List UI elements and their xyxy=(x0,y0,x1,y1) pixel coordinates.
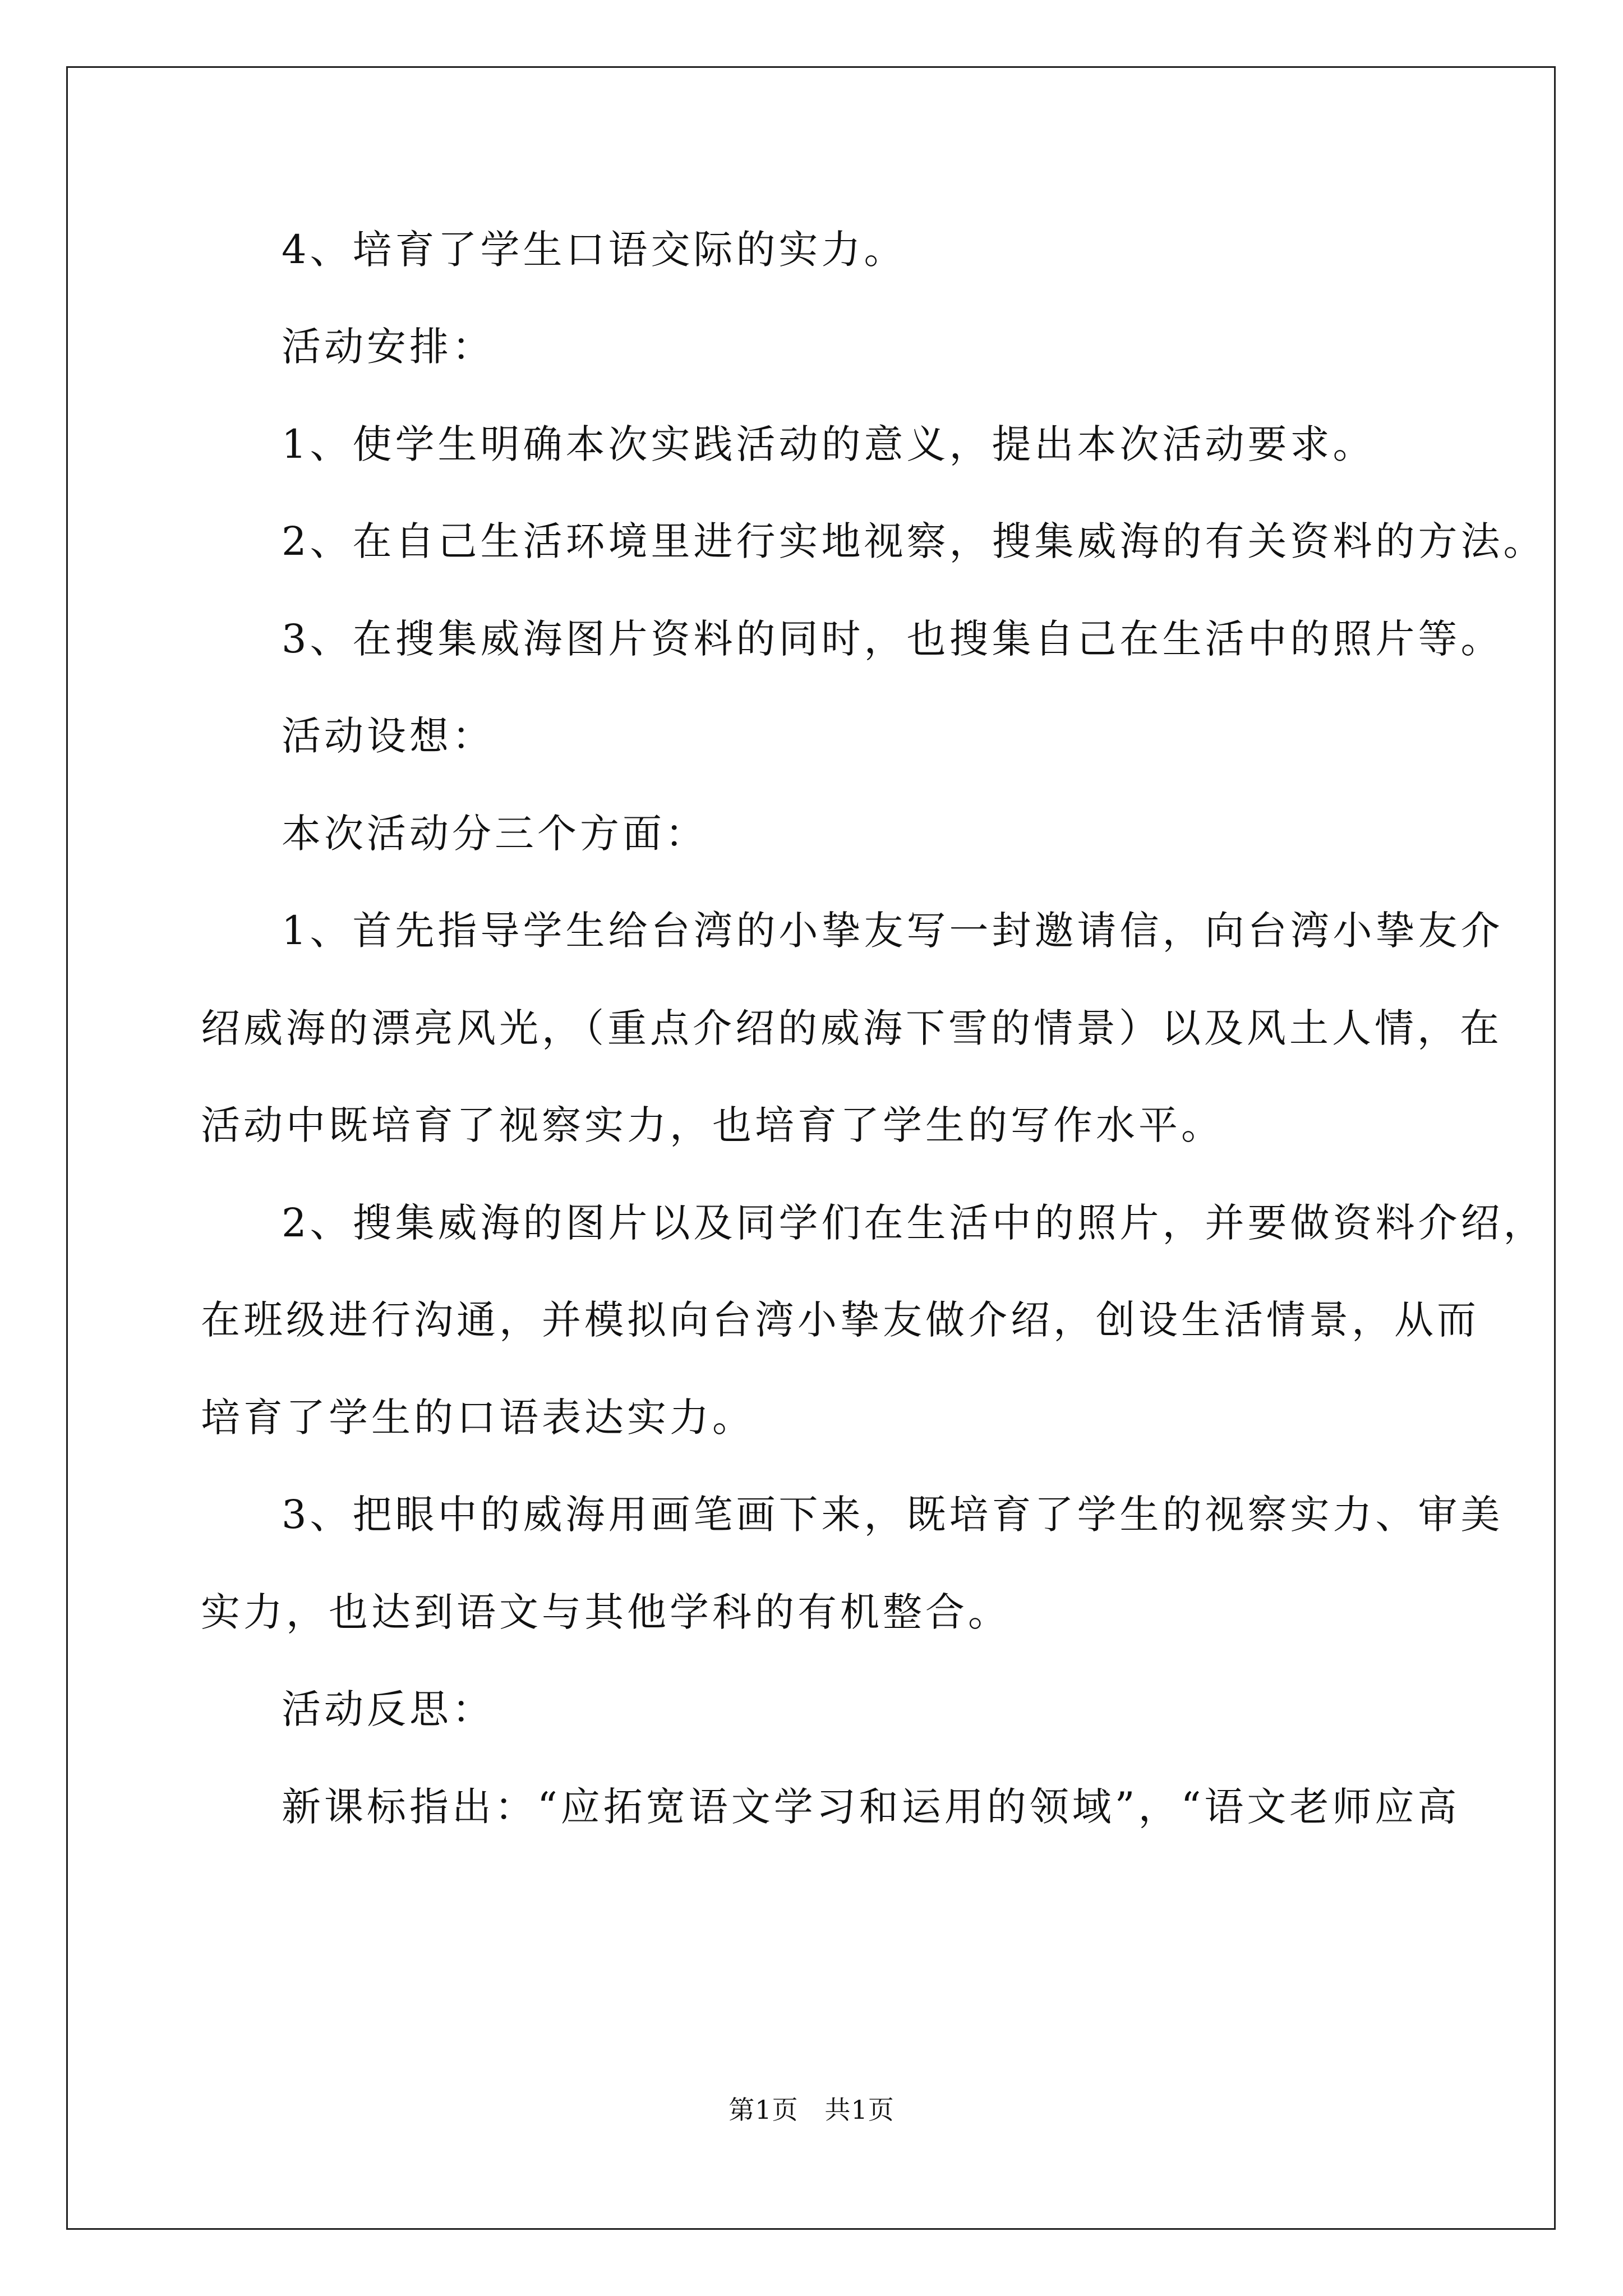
text-line: 4、培育了学生口语交际的实力。 xyxy=(282,227,907,273)
section-heading: 活动反思： xyxy=(282,1686,495,1732)
text-line: 活动中既培育了视察实力，也培育了学生的写作水平。 xyxy=(201,1102,1224,1148)
text-line: 3、在搜集威海图片资料的同时，也搜集自己在生活中的照片等。 xyxy=(282,616,1504,662)
text-line: 绍威海的漂亮风光，（重点介绍的威海下雪的情景）以及风土人情，在 xyxy=(201,1005,1502,1051)
page-footer: 第1页 共1页 xyxy=(728,2095,895,2125)
text-line: 3、把眼中的威海用画笔画下来，既培育了学生的视察实力、审美 xyxy=(282,1492,1504,1538)
text-line: 1、使学生明确本次实践活动的意义，提出本次活动要求。 xyxy=(282,421,1376,467)
text-line: 2、在自己生活环境里进行实地视察，搜集威海的有关资料的方法。 xyxy=(282,518,1546,564)
section-heading: 活动安排： xyxy=(282,324,495,370)
text-line: 本次活动分三个方面： xyxy=(282,811,708,857)
text-line: 培育了学生的口语表达实力。 xyxy=(201,1395,755,1441)
text-line: 1、首先指导学生给台湾的小挚友写一封邀请信，向台湾小挚友介 xyxy=(282,908,1504,954)
section-heading: 活动设想： xyxy=(282,713,495,759)
text-line: 2、搜集威海的图片以及同学们在生活中的照片，并要做资料介绍， xyxy=(282,1200,1546,1246)
text-line: 实力，也达到语文与其他学科的有机整合。 xyxy=(201,1589,1011,1635)
text-line: 新课标指出：“应拓宽语文学习和运用的领域”，“语文老师应高 xyxy=(282,1784,1460,1830)
text-line: 在班级进行沟通，并模拟向台湾小挚友做介绍，创设生活情景，从而 xyxy=(201,1297,1479,1343)
